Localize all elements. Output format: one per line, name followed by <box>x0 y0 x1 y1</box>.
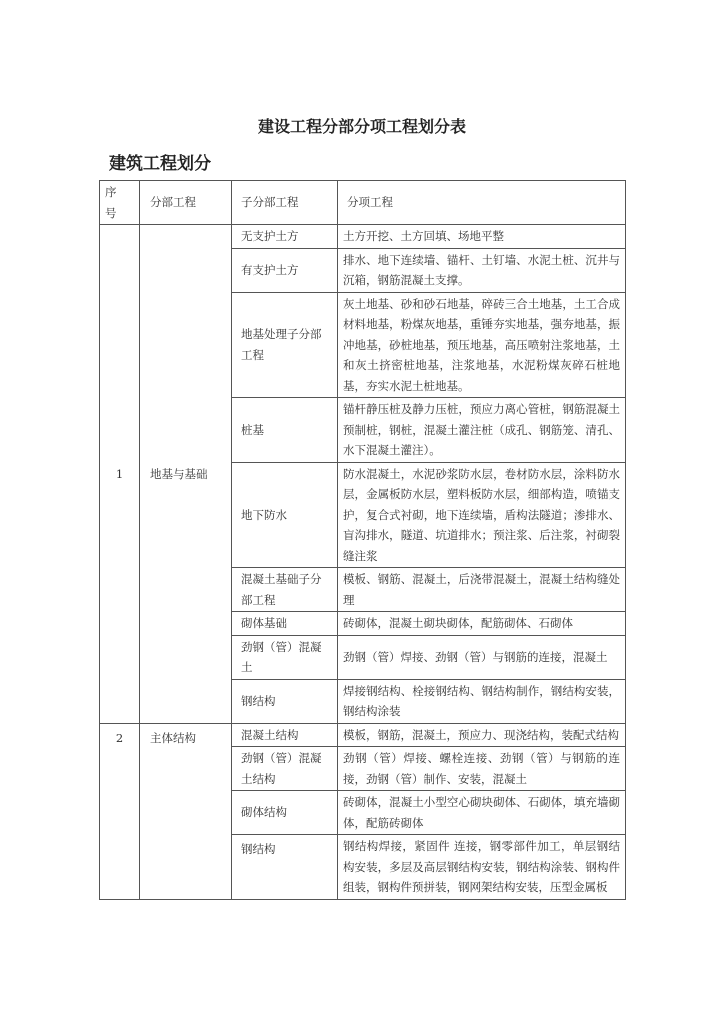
items-cell: 锚杆静压桩及静力压桩，预应力离心管桩，钢筋混凝土预制桩，钢桩，混凝土灌注桩（成孔、钢筋笼、清孔、水下混凝土灌注）。 <box>338 398 626 463</box>
items-cell: 模板、钢筋、混凝土，后浇带混凝土，混凝土结构缝处理 <box>338 568 626 612</box>
header-subdivision: 子分部工程 <box>232 181 338 225</box>
subdivision-cell: 地下防水 <box>232 462 338 568</box>
subdivision-cell: 无支护土方 <box>232 225 338 249</box>
table-header-row <box>100 181 626 225</box>
items-cell: 砖砌体，混凝土砌块砌体，配筋砌体、石砌体 <box>338 612 626 636</box>
division-table <box>99 180 626 900</box>
items-cell: 防水混凝土，水泥砂浆防水层，卷材防水层，涂料防水层，金属板防水层，塑料板防水层，细部构造，喷锚支护，复合式衬砌，地下连续墙，盾构法隧道；渗排水、盲沟排水，隧道、坑道排水；预注浆、后注浆，衬砌裂缝注浆 <box>338 462 626 568</box>
items-cell: 模板，钢筋，混凝土，预应力、现浇结构，装配式结构 <box>338 723 626 747</box>
subdivision-cell: 混凝土结构 <box>232 723 338 747</box>
subdivision-cell: 钢结构 <box>232 679 338 723</box>
table-row <box>100 723 626 747</box>
items-cell: 劲钢（管）焊接、劲钢（管）与钢筋的连接，混凝土 <box>338 635 626 679</box>
division-cell: 地基与基础 <box>140 225 232 724</box>
subdivision-cell: 钢结构 <box>232 835 338 900</box>
items-cell: 灰土地基、砂和砂石地基，碎砖三合土地基，土工合成材料地基，粉煤灰地基，重锤夯实地基，强夯地基，振冲地基，砂桩地基，预压地基，高压喷射注浆地基，土和灰土挤密桩地基，注浆地基，水泥粉煤灰碎石桩地基，夯实水泥土桩地基。 <box>338 292 626 398</box>
items-cell: 砖砌体，混凝土小型空心砌块砌体、石砌体，填充墙砌体，配筋砖砌体 <box>338 791 626 835</box>
division-cell: 主体结构 <box>140 723 232 899</box>
header-items: 分项工程 <box>338 181 626 225</box>
subdivision-cell: 桩基 <box>232 398 338 463</box>
items-cell: 劲钢（管）焊接、螺栓连接、劲钢（管）与钢筋的连接，劲钢（管）制作、安装，混凝土 <box>338 747 626 791</box>
items-cell: 钢结构焊接，紧固件 连接，钢零部件加工，单层钢结构安装，多层及高层钢结构安装，钢结构涂装、钢构件组装，钢构件预拼装，钢网架结构安装，压型金属板 <box>338 835 626 900</box>
seq-cell: 1 <box>100 225 140 724</box>
subdivision-cell: 混凝土基础子分部工程 <box>232 568 338 612</box>
header-seq: 序号 <box>100 181 140 225</box>
seq-cell: 2 <box>100 723 140 899</box>
subdivision-cell: 地基处理子分部工程 <box>232 292 338 398</box>
document-title: 建设工程分部分项工程划分表 <box>257 117 466 136</box>
subdivision-cell: 砌体基础 <box>232 612 338 636</box>
header-division: 分部工程 <box>140 181 232 225</box>
subdivision-cell: 劲钢（管）混凝土 <box>232 635 338 679</box>
subdivision-cell: 有支护土方 <box>232 248 338 292</box>
items-cell: 土方开挖、土方回填、场地平整 <box>338 225 626 249</box>
subdivision-cell: 劲钢（管）混凝土结构 <box>232 747 338 791</box>
subdivision-cell: 砌体结构 <box>232 791 338 835</box>
table-row <box>100 225 626 249</box>
section-title: 建筑工程划分 <box>109 154 211 174</box>
items-cell: 排水、地下连续墙、锚杆、土钉墙、水泥土桩、沉井与沉箱，钢筋混凝土支撑。 <box>338 248 626 292</box>
items-cell: 焊接钢结构、栓接钢结构、钢结构制作，钢结构安装，钢结构涂装 <box>338 679 626 723</box>
